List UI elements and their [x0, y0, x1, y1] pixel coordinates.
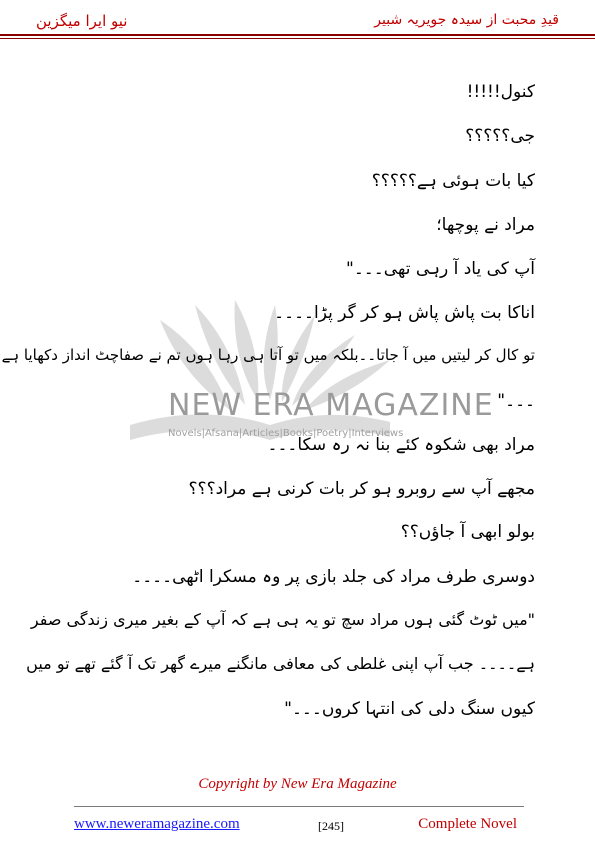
text-line: دوسری طرف مراد کی جلد بازی پر وہ مسکرا اٹھی۔۔۔۔ — [132, 567, 535, 587]
text-line: آپ کی یاد آ رہی تھی۔۔۔" — [346, 259, 535, 279]
text-line: کیوں سنگ دلی کی انتہا کروں۔۔۔" — [284, 699, 535, 719]
text-line: ہے۔۔۔۔ جب آپ اپنی غلطی کی معافی مانگنے میرے گھر تک آ گئے تھے تو میں — [26, 654, 535, 673]
text-line: ۔۔۔" — [497, 391, 535, 411]
category-label: Complete Novel — [418, 816, 517, 832]
magazine-name: نیو ایرا میگزین — [36, 12, 128, 30]
text-line: مراد نے پوچھا؛ — [436, 215, 535, 235]
text-line: جی؟؟؟؟؟ — [465, 126, 535, 146]
text-line: بولو ابھی آ جاؤں؟؟ — [400, 522, 535, 542]
text-line: تو کال کر لیتیں میں آ جاتا۔۔بلکہ میں تو آتا ہی رہا ہوں تم نے صفاچٹ انداز دکھایا ہے — [1, 346, 535, 364]
text-line: اناکا بت پاش پاش ہو کر گر پڑا۔۔۔۔ — [274, 303, 535, 323]
header-divider-thin — [0, 38, 595, 39]
text-line: کنول!!!!! — [466, 82, 535, 102]
footer-divider — [74, 806, 524, 807]
page-number: [245] — [318, 819, 344, 833]
watermark-title: NEW ERA MAGAZINE — [168, 388, 494, 423]
story-title: قیدِ محبت از سیدہ جویریہ شبیر — [374, 12, 559, 28]
website-link[interactable]: www.neweramagazine.com — [74, 816, 240, 832]
copyright-notice: Copyright by New Era Magazine — [198, 776, 397, 792]
text-line: کیا بات ہوئی ہے؟؟؟؟؟ — [371, 171, 535, 191]
text-line: "میں ٹوٹ گئی ہوں مراد سچ تو یہ ہی ہے کہ آپ کے بغیر میری زندگی صفر — [30, 610, 535, 629]
text-line: مراد بھی شکوہ کئے بنا نہ رہ سکا۔۔۔ — [267, 435, 535, 455]
text-line: مجھے آپ سے روبرو ہو کر بات کرنی ہے مراد؟؟؟ — [188, 479, 535, 499]
watermark-subtitle: Novels|Afsana|Articles|Books|Poetry|Interviews — [168, 428, 404, 439]
header-divider — [0, 34, 595, 36]
